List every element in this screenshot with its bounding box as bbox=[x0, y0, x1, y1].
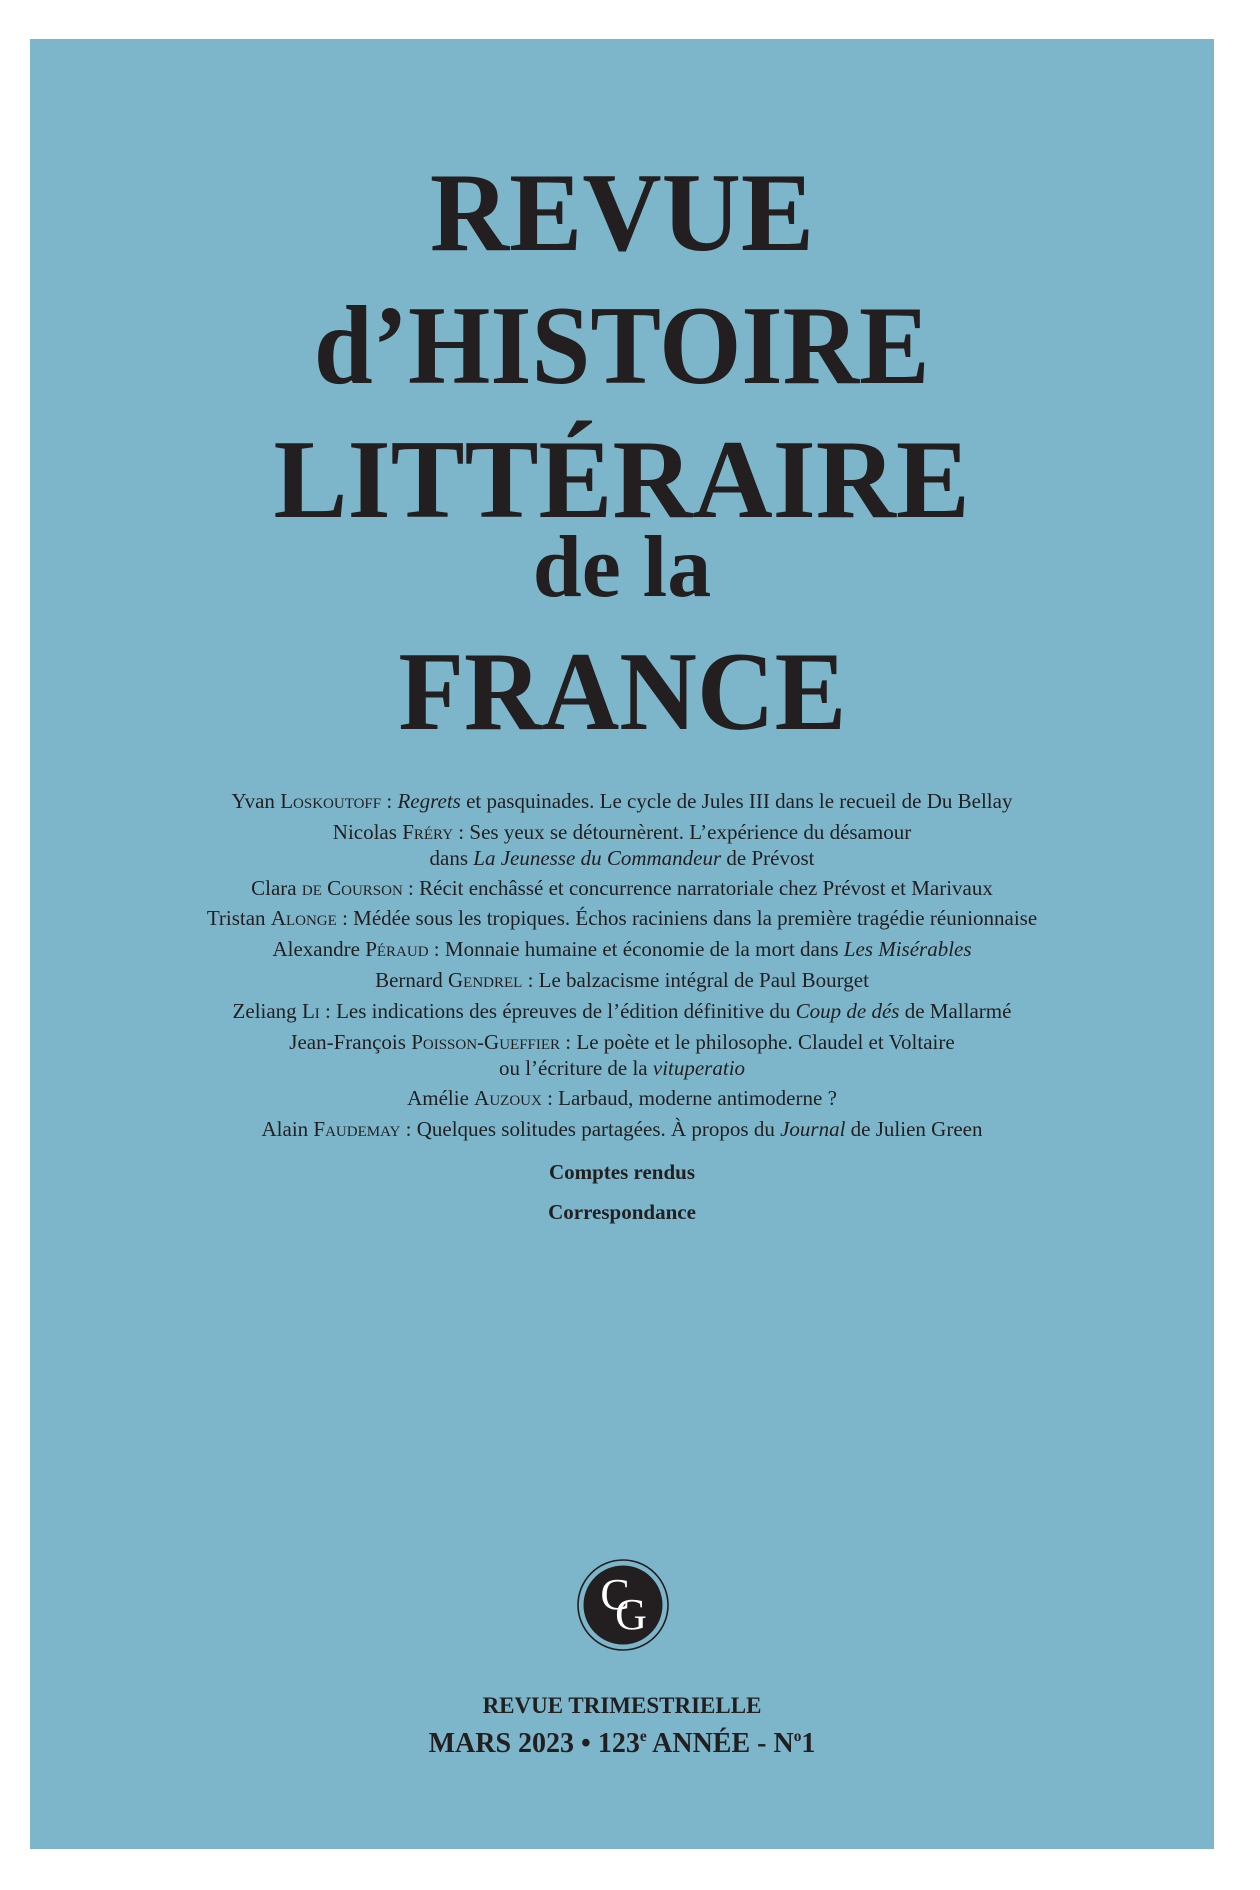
article-title: Récit enchâssé et concurrence narratoriale chez Prévost et Marivaux bbox=[419, 876, 993, 900]
author-first-name: Nicolas bbox=[332, 820, 397, 844]
author-first-name: Tristan bbox=[206, 906, 266, 930]
title-line-revue bbox=[30, 151, 1214, 275]
author-last-name: Alonge bbox=[270, 906, 337, 930]
article-title: ou l’écriture de la bbox=[498, 1056, 653, 1080]
article-title: Larbaud, moderne antimoderne ? bbox=[558, 1086, 837, 1110]
journal-cover bbox=[30, 39, 1214, 1849]
separator: : bbox=[319, 999, 337, 1023]
article-title: de Mallarmé bbox=[899, 999, 1012, 1023]
author-last-name: Fréry bbox=[402, 820, 454, 844]
contents-entry bbox=[30, 908, 1214, 929]
author-last-name: Loskoutoff bbox=[280, 789, 382, 813]
section-correspondance: Correspondance bbox=[548, 1200, 696, 1224]
article-title: de Julien Green bbox=[845, 1117, 983, 1141]
contents-entry bbox=[30, 1119, 1214, 1140]
author-first-name: Alain bbox=[261, 1117, 309, 1141]
separator: : bbox=[402, 876, 420, 900]
author-last-name: Li bbox=[301, 999, 320, 1023]
footer-frequency: REVUE TRIMESTRIELLE bbox=[482, 1693, 762, 1718]
issue-number: 1 bbox=[801, 1727, 816, 1759]
author-last-name: Péraud bbox=[365, 937, 429, 961]
contents-entry bbox=[30, 878, 1214, 899]
separator: : bbox=[453, 820, 470, 844]
article-title-italic: La Jeunesse du Commandeur bbox=[473, 846, 722, 870]
contents-entry bbox=[30, 1088, 1214, 1109]
separator: : bbox=[428, 937, 445, 961]
author-last-name: de Courson bbox=[301, 876, 403, 900]
author-first-name: Amélie bbox=[407, 1086, 469, 1110]
author-first-name: Zeliang bbox=[232, 999, 297, 1023]
author-first-name: Jean-François bbox=[289, 1030, 406, 1054]
article-title: Les indications des épreuves de l’édition définitive du bbox=[336, 999, 796, 1023]
contents-entry-continuation bbox=[30, 848, 1214, 869]
article-title-italic: Coup de dés bbox=[795, 999, 900, 1023]
footer-issue-info bbox=[30, 1729, 1214, 1758]
separator: : bbox=[522, 968, 539, 992]
article-title: Médée sous les tropiques. Échos raciniens dans la première tragédie réunionnaise bbox=[353, 906, 1038, 930]
article-title-italic: Regrets bbox=[397, 789, 461, 813]
article-title-italic: Les Misérables bbox=[843, 937, 972, 961]
article-title: de Prévost bbox=[721, 846, 815, 870]
title-histoire-text: d’HISTOIRE bbox=[314, 284, 930, 408]
title-line-france bbox=[30, 630, 1214, 754]
title-revue-text: REVUE bbox=[429, 151, 815, 275]
author-last-name: Faudemay bbox=[313, 1117, 401, 1141]
issue-number-sup: o bbox=[793, 1728, 802, 1745]
title-litteraire-text: LITTÉRAIRE bbox=[273, 418, 971, 542]
article-title: dans bbox=[429, 846, 474, 870]
separator: : bbox=[541, 1086, 559, 1110]
issue-annee-label: ANNÉE - N bbox=[646, 1727, 794, 1759]
contents-entry bbox=[30, 1001, 1214, 1022]
separator: : bbox=[336, 906, 354, 930]
title-de-la-text: de la bbox=[532, 519, 712, 616]
article-title: Le balzacisme intégral de Paul Bourget bbox=[538, 968, 869, 992]
contents-entry bbox=[30, 1032, 1214, 1053]
separator: : bbox=[560, 1030, 577, 1054]
contents-entry bbox=[30, 791, 1214, 812]
author-last-name: Gendrel bbox=[447, 968, 523, 992]
issue-ordinal-suffix: e bbox=[639, 1728, 647, 1745]
author-first-name: Clara bbox=[251, 876, 297, 900]
contents-entry bbox=[30, 939, 1214, 960]
svg-text:C: C bbox=[600, 1570, 630, 1619]
cg-monogram-logo-icon bbox=[577, 1559, 669, 1651]
author-first-name: Alexandre bbox=[272, 937, 360, 961]
separator: : bbox=[381, 789, 398, 813]
article-title: Ses yeux se détournèrent. L’expérience du désamour bbox=[469, 820, 912, 844]
contents-entry-continuation bbox=[30, 1058, 1214, 1079]
separator: : bbox=[400, 1117, 417, 1141]
author-first-name: Bernard bbox=[375, 968, 443, 992]
article-title-italic: vituperatio bbox=[652, 1056, 746, 1080]
contents-entry bbox=[30, 822, 1214, 843]
article-title: Monnaie humaine et économie de la mort dans bbox=[444, 937, 844, 961]
author-last-name: Poisson-Gueffier bbox=[411, 1030, 561, 1054]
author-first-name: Yvan bbox=[231, 789, 275, 813]
article-title: et pasquinades. Le cycle de Jules III dans le recueil de Du Bellay bbox=[460, 789, 1013, 813]
article-title-italic: Journal bbox=[780, 1117, 846, 1141]
svg-text:G: G bbox=[615, 1590, 647, 1639]
title-line-histoire bbox=[30, 284, 1214, 408]
article-title: Le poète et le philosophe. Claudel et Voltaire bbox=[576, 1030, 955, 1054]
issue-date-year: MARS 2023 • 123 bbox=[428, 1727, 640, 1759]
title-line-de-la bbox=[30, 519, 1214, 616]
contents-entry bbox=[30, 970, 1214, 991]
section-comptes-rendus: Comptes rendus bbox=[548, 1160, 696, 1184]
title-france-text: FRANCE bbox=[398, 630, 846, 754]
author-last-name: Auzoux bbox=[474, 1086, 542, 1110]
article-title: Quelques solitudes partagées. À propos du bbox=[416, 1117, 781, 1141]
